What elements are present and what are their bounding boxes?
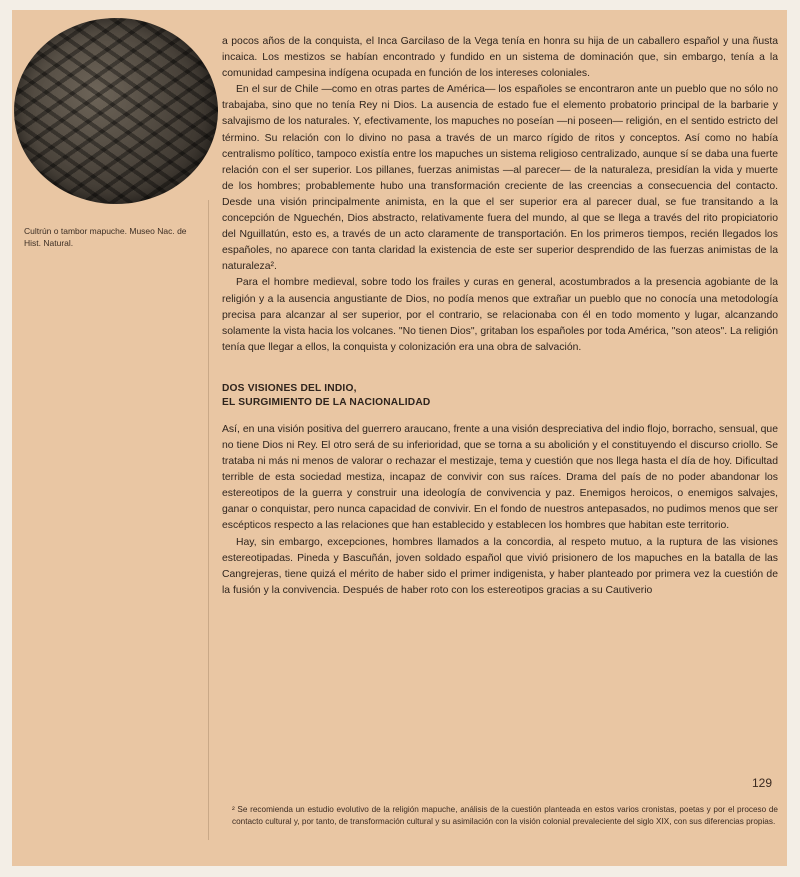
- column-divider: [208, 200, 209, 840]
- paragraph: Así, en una visión positiva del guerrero araucano, frente a una visión despreciativa del indio flojo, borracho, sensual, que no tiene Dios ni Rey. El otro será de su inferioridad, que se torna a su abolición y el constituyendo el discurso criollo. Se trataba ni más ni menos de valorar o rechazar el mestizaje, tema y cuestión que nos llega hasta el día de hoy. Dificultad terrible de esta sociedad mestiza, incapaz de convivir con sus raíces. Drama del país de no poder abandonar los estereotipos de la guerra y construir una ideología de convivencia y paz. Enemigos heroicos, o enemigos salvajes, ganar o conquistar, pero nunca capacidad de convivir. En el fondo de nuestros antepasados, no pudimos menos que ser escépticos respecto a las relaciones que han establecido y establecen los hombres que habitan este territorio.: [222, 423, 778, 532]
- main-text-column: [222, 34, 778, 599]
- paragraph: En el sur de Chile —como en otras partes de América— los españoles se encontraron ante un pueblo que no sólo no trabajaba, sino que no tenía Rey ni Dios. La ausencia de estado fue el elemento probatorio principal de la barbarie y salvajismo de los naturales. Y, efectivamente, los mapuches no poseían —ni poseen— religión, en el sentido estricto del término. Su relación con lo divino no pasa a través de un marco rígido de ritos y conceptos. Así como no había centralismo político, tampoco existía entre los mapuches un sistema religioso centralizado, aunque sí se daba una fuerte relación con el ser superior. Los pillanes, fuerzas animistas —al parecer— de la naturaleza, presidían la vida y muerte de los hombres; probablemente hubo una transformación creciente de las creencias a consecuencia del contacto. Desde una visión principalmente animista, en la que el ser superior era al parecer dual, se fue transitando a la concepción de Nguechén, Dios abstracto, relativamente fuera del mundo, al que se llega a través del rito propiciatorio del Nguillatún, esto es, a través de un acto claramente de transportación. En los primeros tiempos, recién llegados los españoles, no aparece con tanta claridad la existencia de este ser superior desprendido de las fuerzas animistas de la naturaleza².: [222, 84, 778, 273]
- section-heading-line: DOS VISIONES DEL INDIO,: [222, 382, 357, 394]
- section-heading-line: EL SURGIMIENTO DE LA NACIONALIDAD: [222, 396, 431, 408]
- paragraph: Hay, sin embargo, excepciones, hombres llamados a la concordia, al respeto mutuo, a la ruptura de las visiones estereotipadas. Pineda y Bascuñán, joven soldado español que vivió prisionero de los mapuches en la batalla de las Cangrejeras, tiene quizá el mérito de haber sido el primer indigenista, y haber planteado por primera vez la cuestión de la fusión y la convivencia. Después de haber roto con los estereotipos gracias a su Cautiverio: [222, 536, 778, 596]
- photo-caption: Cultrún o tambor mapuche. Museo Nac. de Hist. Natural.: [24, 226, 187, 248]
- paragraph: a pocos años de la conquista, el Inca Garcilaso de la Vega tenía en honra su hija de un caballero español y una ñusta incaica. Los mestizos se habían encontrado y fundido en un sistema de dominación que, sin embargo, tenía a la comunidad campesina indígena ocupada en función de los intereses coloniales.: [222, 36, 778, 80]
- book-page: [12, 10, 787, 866]
- section-heading: [222, 382, 778, 410]
- paragraph: Para el hombre medieval, sobre todo los frailes y curas en general, acostumbrados a la presencia agobiante de la religión y a la ausencia angustiante de Dios, no podía menos que extrañar un pueblo que no conocía una metodología precisa para alcanzar al ser superior, por el contrario, se relacionaba con él en todo momento y lugar, alcanzando solamente la vista hacia los volcanes. "No tienen Dios", gritaban los españoles por toda América, "son ateos". La religión tenía que llegar a ellos, la conquista y colonización era una obra de salvación.: [222, 277, 778, 353]
- cultrun-drum-photo: [14, 18, 218, 204]
- page-number: 129: [752, 776, 773, 790]
- footnote: ² Se recomienda un estudio evolutivo de la religión mapuche, análisis de la cuestión planteada en estos varios cronistas, poetas y por el proceso de contacto cultural y, por tanto, de transformación cultural y su asimilación con la visión colonial prevaleciente del siglo XIX, con sus diferencias propias.: [232, 805, 778, 826]
